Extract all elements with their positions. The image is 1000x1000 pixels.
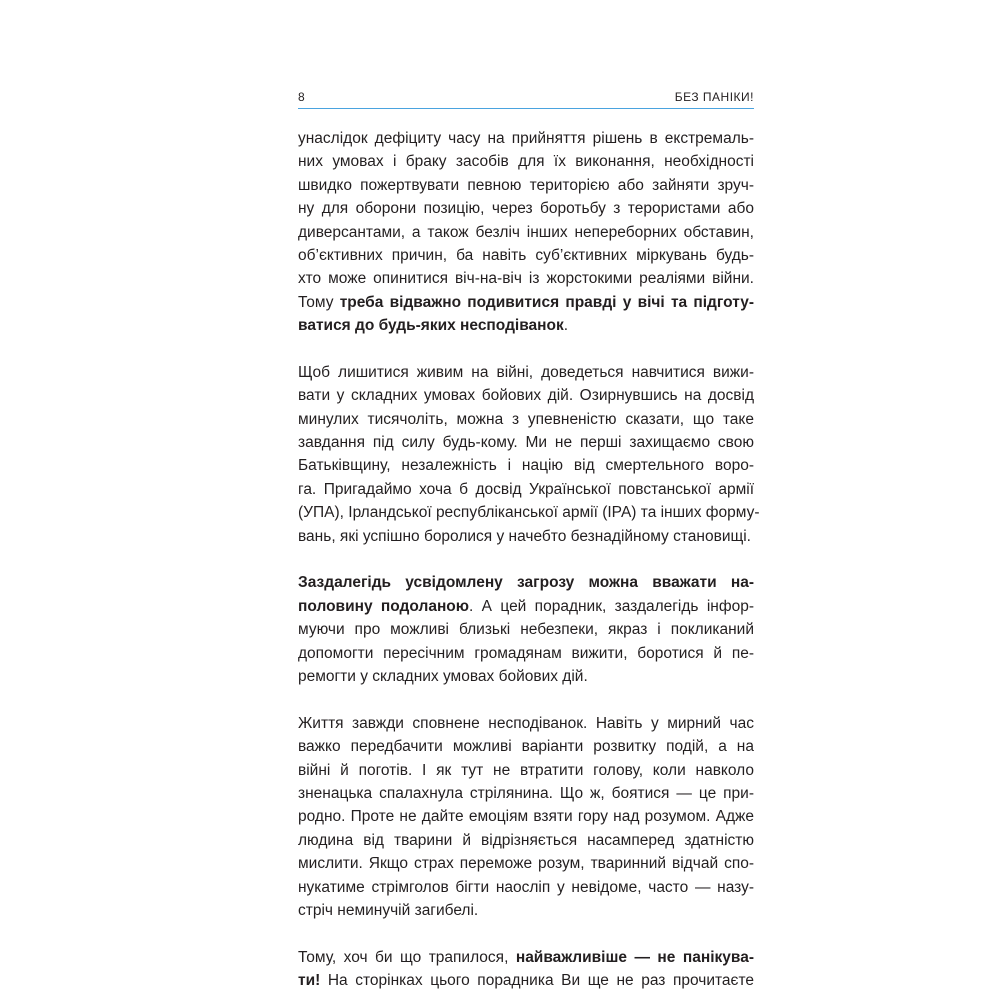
header-rule	[298, 108, 754, 109]
text-line	[298, 946, 754, 969]
text-line	[298, 525, 754, 548]
text-line	[298, 431, 754, 454]
bold-text: ти!	[298, 972, 321, 990]
text-run: минулих тисячоліть, можна з упевненістю сказати, що таке	[298, 410, 754, 428]
text-line	[298, 384, 754, 407]
text-line	[298, 595, 754, 618]
text-run: хто може опинитися віч-на-віч із жорстокими реаліями війни.	[298, 270, 754, 288]
text-line	[298, 805, 754, 828]
text-run: Життя завжди сповнене несподіванок. Навіть у мирний час	[298, 714, 754, 732]
text-run: допомогти пересічним громадянам вижити, боротися й пе-	[298, 644, 754, 662]
text-run: муючи про можливі близькі небезпеки, якраз і покликаний	[298, 621, 754, 639]
paragraph	[298, 712, 754, 923]
text-line	[298, 408, 754, 431]
text-run: нукатиме стрімголов бігти наосліп у невідоме, часто — назу-	[298, 878, 754, 896]
text-line	[298, 618, 754, 641]
text-line	[298, 174, 754, 197]
paragraph	[298, 571, 754, 688]
text-run: . А цей порадник, заздалегідь інфор-	[469, 597, 755, 615]
text-run: мислити. Якщо страх переможе розум, тваринний відчай спо-	[298, 855, 754, 873]
bold-text: треба відважно подивитися правді у вічі та підготу-	[339, 293, 754, 311]
text-run: стріч неминучій загибелі.	[298, 901, 479, 919]
text-line	[298, 735, 754, 758]
text-line	[298, 150, 754, 173]
paragraph	[298, 361, 760, 548]
text-run: важко передбачити можливі варіанти розвитку подій, а на	[298, 738, 754, 756]
text-run: них умовах і браку засобів для їх виконання, необхідності	[298, 153, 754, 171]
text-run: родно. Проте не дайте емоціям взяти гору над розумом. Адже	[298, 808, 754, 826]
text-run: Тому	[298, 293, 340, 311]
paragraph	[298, 127, 754, 338]
text-line	[298, 314, 754, 337]
text-run: вань, які успішно боролися у начебто безнадійному становищі.	[298, 527, 751, 545]
text-run: Тому, хоч би що трапилося,	[298, 948, 516, 966]
text-line	[298, 267, 754, 290]
text-run: На сторінках цього порадника Ви ще не раз прочитаєте	[320, 972, 754, 990]
text-line	[298, 969, 754, 992]
text-run: зненацька спалахнула стрілянина. Що ж, боятися — це при-	[298, 784, 754, 802]
text-run: га. Пригадаймо хоча б досвід Української повстанської армії	[298, 480, 754, 498]
text-line	[298, 759, 754, 782]
text-line	[298, 876, 754, 899]
text-run: Батьківщину, незалежність і націю від смертельного воро-	[298, 457, 754, 475]
text-line	[298, 291, 754, 314]
text-run: (УПА), Ірландської республіканської армії (ІРА) та інших форму-	[298, 504, 760, 522]
text-line	[298, 361, 754, 384]
text-run: .	[563, 317, 569, 335]
text-run: вати у складних умовах бойових дій. Озирнувшись на досвід	[298, 387, 754, 405]
text-run: диверсантами, а також безліч інших непереборних обставин,	[298, 223, 754, 241]
bold-text: половину подоланою	[298, 597, 470, 615]
text-run: війні й поготів. І як тут не втратити голову, коли навколо	[298, 761, 754, 779]
text-line	[298, 478, 754, 501]
text-run: ну для оборони позицію, через боротьбу з терористами або	[298, 200, 754, 218]
bold-text: найважливіше — не панікува-	[515, 948, 754, 966]
bold-text: ватися до будь-яких несподіванок	[298, 317, 564, 335]
bold-text: Заздалегідь усвідомлену загрозу можна вважати на-	[298, 574, 754, 592]
text-run: Щоб лишитися живим на війні, доведеться навчитися вижи-	[298, 363, 754, 381]
text-run: унаслідок дефіциту часу на прийняття рішень в екстремаль-	[298, 130, 754, 147]
text-run: людина від тварини й відрізняється насамперед здатністю	[298, 831, 754, 849]
text-line	[298, 899, 754, 922]
text-line	[298, 571, 754, 594]
book-title: БЕЗ ПАНІКИ!	[674, 90, 754, 104]
text-line	[298, 852, 754, 875]
text-line	[298, 829, 754, 852]
text-run: об’єктивних причин, ба навіть суб’єктивних міркувань будь-	[298, 246, 754, 264]
text-line	[298, 642, 754, 665]
text-run: швидко пожертвувати певною територією або зайняти зруч-	[298, 176, 754, 194]
body-text	[298, 127, 760, 1000]
paragraph	[298, 946, 754, 993]
running-header	[298, 88, 754, 108]
text-line	[298, 501, 760, 524]
text-line	[298, 712, 754, 735]
text-line	[298, 197, 754, 220]
page-number: 8	[298, 90, 305, 104]
text-line	[298, 127, 754, 150]
text-line	[298, 221, 754, 244]
text-line	[298, 665, 754, 688]
text-line	[298, 454, 754, 477]
text-run: ремогти у складних умовах бойових дій.	[298, 667, 588, 685]
text-line	[298, 782, 754, 805]
text-line	[298, 244, 754, 267]
text-run: завдання під силу будь-кому. Ми не перші захищаємо свою	[298, 434, 754, 452]
